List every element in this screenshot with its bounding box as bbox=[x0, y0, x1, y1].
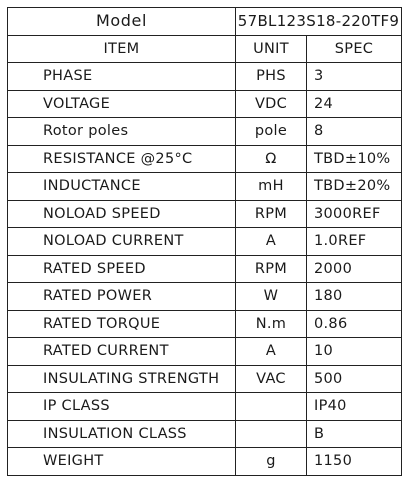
row-unit: Ω bbox=[236, 145, 307, 173]
row-item: RESISTANCE @25°C bbox=[8, 145, 236, 173]
row-spec: 2000 bbox=[307, 255, 402, 283]
row-item: RATED TORQUE bbox=[8, 310, 236, 338]
table-row bbox=[8, 145, 402, 173]
row-unit: VAC bbox=[236, 365, 307, 393]
row-spec: 10 bbox=[307, 338, 402, 366]
row-item: VOLTAGE bbox=[8, 90, 236, 118]
row-spec: 1150 bbox=[307, 448, 402, 476]
table-row bbox=[8, 393, 402, 421]
table-row bbox=[8, 365, 402, 393]
row-spec: 8 bbox=[307, 118, 402, 146]
row-spec: 0.86 bbox=[307, 310, 402, 338]
column-header-unit: UNIT bbox=[236, 35, 307, 63]
row-spec: TBD±10% bbox=[307, 145, 402, 173]
row-unit: pole bbox=[236, 118, 307, 146]
table-row bbox=[8, 255, 402, 283]
row-spec: 24 bbox=[307, 90, 402, 118]
table-row bbox=[8, 338, 402, 366]
table-row bbox=[8, 420, 402, 448]
row-item: NOLOAD SPEED bbox=[8, 200, 236, 228]
row-spec: 3 bbox=[307, 63, 402, 91]
row-unit: RPM bbox=[236, 200, 307, 228]
row-unit: RPM bbox=[236, 255, 307, 283]
row-unit bbox=[236, 420, 307, 448]
table-row bbox=[8, 90, 402, 118]
row-item: RATED SPEED bbox=[8, 255, 236, 283]
model-label: Model bbox=[8, 8, 236, 36]
column-header-spec: SPEC bbox=[307, 35, 402, 63]
row-spec: IP40 bbox=[307, 393, 402, 421]
row-item: PHASE bbox=[8, 63, 236, 91]
column-header-item: ITEM bbox=[8, 35, 236, 63]
row-unit: mH bbox=[236, 173, 307, 201]
row-item: WEIGHT bbox=[8, 448, 236, 476]
table-row bbox=[8, 228, 402, 256]
row-unit: A bbox=[236, 338, 307, 366]
row-item: IP CLASS bbox=[8, 393, 236, 421]
table-row bbox=[8, 310, 402, 338]
spec-sheet bbox=[7, 7, 401, 487]
row-unit: A bbox=[236, 228, 307, 256]
row-item: INSULATING STRENGTH bbox=[8, 365, 236, 393]
row-unit bbox=[236, 393, 307, 421]
model-value: 57BL123S18-220TF9 bbox=[236, 8, 402, 36]
row-spec: 1.0REF bbox=[307, 228, 402, 256]
row-item: Rotor poles bbox=[8, 118, 236, 146]
row-spec: 180 bbox=[307, 283, 402, 311]
row-spec: 500 bbox=[307, 365, 402, 393]
model-row bbox=[8, 8, 402, 36]
row-unit: g bbox=[236, 448, 307, 476]
table-row bbox=[8, 173, 402, 201]
table-row bbox=[8, 283, 402, 311]
row-spec: 3000REF bbox=[307, 200, 402, 228]
spec-table bbox=[7, 7, 402, 476]
table-row bbox=[8, 118, 402, 146]
row-item: RATED POWER bbox=[8, 283, 236, 311]
row-item: INSULATION CLASS bbox=[8, 420, 236, 448]
column-header-row bbox=[8, 35, 402, 63]
row-unit: PHS bbox=[236, 63, 307, 91]
row-unit: VDC bbox=[236, 90, 307, 118]
table-row bbox=[8, 200, 402, 228]
table-row bbox=[8, 63, 402, 91]
row-unit: W bbox=[236, 283, 307, 311]
row-item: INDUCTANCE bbox=[8, 173, 236, 201]
row-unit: N.m bbox=[236, 310, 307, 338]
row-item: RATED CURRENT bbox=[8, 338, 236, 366]
row-spec: B bbox=[307, 420, 402, 448]
row-item: NOLOAD CURRENT bbox=[8, 228, 236, 256]
table-row bbox=[8, 448, 402, 476]
row-spec: TBD±20% bbox=[307, 173, 402, 201]
